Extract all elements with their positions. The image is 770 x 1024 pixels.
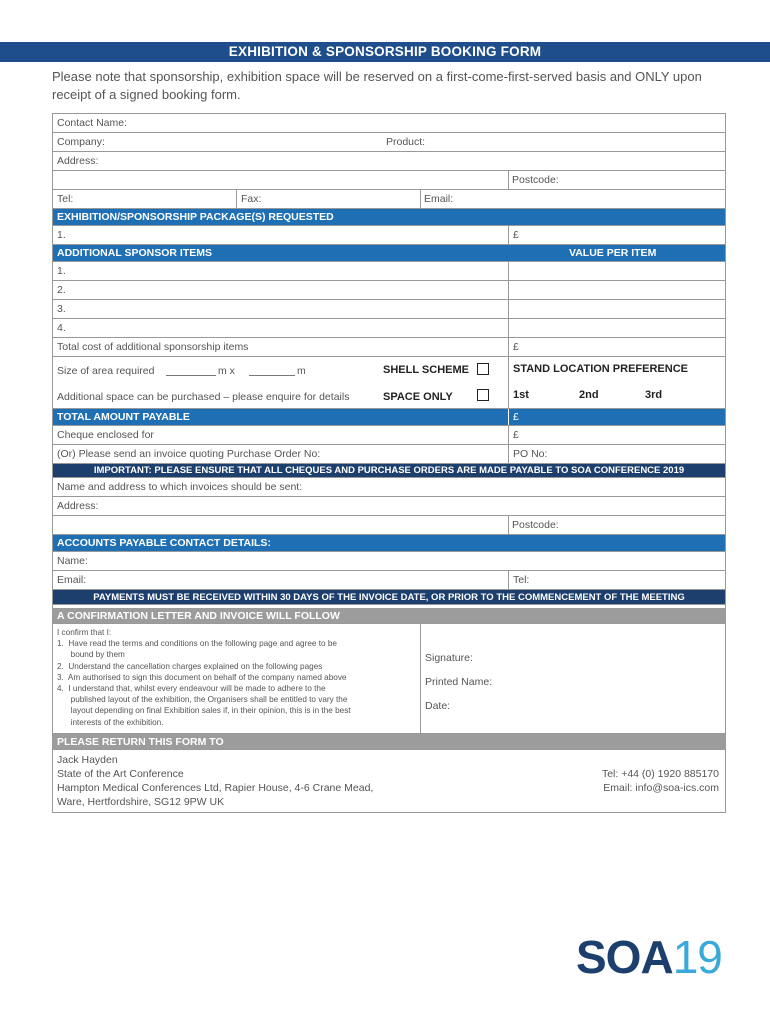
additional-space-text: Additional space can be purchased – please enquire for details	[57, 391, 350, 403]
package-header-text: EXHIBITION/SPONSORSHIP PACKAGE(S) REQUESTED	[57, 211, 334, 223]
date-field[interactable]: Date:	[425, 700, 451, 712]
intro-text: Please note that sponsorship, exhibition space will be reserved on a first-come-first-served basis and ONLY upon receipt of a signed booking form.	[52, 69, 702, 102]
return-line: Hampton Medical Conferences Ltd, Rapier House, 4-6 Crane Mead,	[57, 782, 374, 794]
return-section	[53, 750, 725, 813]
postcode-label: Postcode:	[512, 174, 559, 186]
additional-item-number: 1.	[57, 265, 66, 277]
return-header	[53, 734, 725, 750]
confirmation-header	[53, 608, 725, 624]
signature-field[interactable]: Signature:	[425, 652, 473, 664]
postcode-row	[53, 171, 725, 190]
pref-3rd[interactable]: 3rd	[645, 389, 663, 401]
package-item-row[interactable]	[53, 226, 725, 245]
tel-fax-email-row	[53, 190, 725, 209]
address-label: Address:	[57, 155, 99, 167]
confirmation-point: 1. Have read the terms and conditions on the following page and agree to be	[57, 639, 337, 649]
return-address	[57, 753, 373, 809]
fax-label: Fax:	[241, 193, 262, 205]
address-row[interactable]	[53, 152, 725, 171]
invoice-po-label: (Or) Please send an invoice quoting Purchase Order No:	[57, 448, 321, 460]
additional-header	[53, 245, 725, 262]
important-notice-text: IMPORTANT: PLEASE ENSURE THAT ALL CHEQUES AND PURCHASE ORDERS ARE MADE PAYABLE TO SOA CONFERENCE 2019	[93, 465, 685, 476]
additional-total-row	[53, 338, 725, 357]
stand-location-label: STAND LOCATION PREFERENCE	[513, 363, 688, 375]
confirmation-point: 2. Understand the cancellation charges explained on the following pages	[57, 661, 323, 671]
booking-form	[52, 113, 726, 813]
return-line: Ware, Hertfordshire, SG12 9PW UK	[57, 796, 225, 808]
confirmation-point: interests of the exhibition.	[57, 717, 164, 727]
contact-name-row[interactable]	[53, 114, 725, 133]
confirmation-point: 3. Am authorised to sign this document on behalf of the company named above	[57, 672, 347, 682]
printed-name-field[interactable]: Printed Name:	[425, 676, 493, 688]
accounts-header	[53, 535, 725, 552]
confirmation-list	[57, 627, 407, 728]
size-area-label: Size of area required	[57, 365, 155, 377]
space-only-checkbox[interactable]	[477, 389, 489, 401]
shell-scheme-checkbox[interactable]	[477, 363, 489, 375]
confirmation-section	[53, 624, 725, 734]
po-number-label: PO No:	[513, 448, 548, 460]
email-label: Email:	[424, 193, 454, 205]
size-m2: m	[297, 365, 306, 377]
return-email[interactable]: Email: info@soa-ics.com	[603, 782, 719, 794]
cheque-currency: £	[513, 429, 519, 441]
cheque-row[interactable]	[53, 426, 725, 445]
company-label: Company:	[57, 136, 105, 148]
pref-1st[interactable]: 1st	[513, 389, 529, 401]
company-row	[53, 133, 725, 152]
form-title: EXHIBITION & SPONSORSHIP BOOKING FORM	[0, 42, 770, 62]
additional-item-number: 3.	[57, 303, 66, 315]
space-section	[53, 357, 725, 409]
accounts-email-label: Email:	[57, 574, 87, 586]
contact-name-label: Contact Name:	[57, 117, 128, 129]
size-width-field[interactable]	[166, 363, 216, 376]
shell-scheme-label: SHELL SCHEME	[383, 364, 469, 376]
accounts-email-row	[53, 571, 725, 590]
confirmation-point: published layout of the exhibition, the Organisers shall be entitled to vary the	[57, 695, 348, 705]
return-line: State of the Art Conference	[57, 768, 184, 780]
additional-item-row[interactable]	[53, 281, 725, 300]
package-item-number: 1.	[57, 229, 66, 241]
tel-label: Tel:	[57, 193, 74, 205]
package-currency: £	[513, 229, 519, 241]
package-header	[53, 209, 725, 226]
logo-number: 19	[672, 931, 722, 983]
space-only-label: SPACE ONLY	[383, 391, 453, 403]
confirmation-point: layout depending on final Exhibition sales if, in their opinion, this is in the best	[57, 706, 351, 716]
soa19-logo	[576, 930, 722, 984]
invoice-name-label: Name and address to which invoices should be sent:	[57, 481, 303, 493]
confirmation-point: 4. I understand that, whilst every endeavour will be made to adhere to the	[57, 684, 326, 694]
invoice-address-row[interactable]	[53, 497, 725, 516]
accounts-name-row[interactable]	[53, 552, 725, 571]
additional-header-text: ADDITIONAL SPONSOR ITEMS	[57, 247, 212, 259]
accounts-tel-label: Tel:	[513, 574, 530, 586]
size-depth-field[interactable]	[249, 363, 295, 376]
value-per-item-header: VALUE PER ITEM	[569, 247, 657, 259]
additional-item-row[interactable]	[53, 319, 725, 338]
product-label: Product:	[386, 136, 426, 148]
additional-item-row[interactable]	[53, 262, 725, 281]
total-payable-row	[53, 409, 725, 426]
invoice-postcode-row	[53, 516, 725, 535]
payment-notice	[53, 590, 725, 605]
payment-notice-text: PAYMENTS MUST BE RECEIVED WITHIN 30 DAYS OF THE INVOICE DATE, OR PRIOR TO THE COMMENCEMENT OF THE MEETING	[93, 592, 685, 603]
accounts-header-text: ACCOUNTS PAYABLE CONTACT DETAILS:	[57, 537, 271, 549]
invoice-postcode-label: Postcode:	[512, 519, 559, 531]
additional-total-currency: £	[513, 341, 519, 353]
confirmation-intro: I confirm that I:	[57, 628, 112, 637]
additional-item-number: 4.	[57, 322, 66, 334]
additional-item-number: 2.	[57, 284, 66, 296]
return-tel: Tel: +44 (0) 1920 885170	[601, 768, 719, 780]
cheque-label: Cheque enclosed for	[57, 429, 154, 441]
accounts-name-label: Name:	[57, 555, 88, 567]
important-notice	[53, 464, 725, 478]
confirmation-header-text: A CONFIRMATION LETTER AND INVOICE WILL FOLLOW	[57, 610, 340, 622]
total-payable-currency: £	[513, 411, 519, 423]
additional-item-row[interactable]	[53, 300, 725, 319]
pref-2nd[interactable]: 2nd	[579, 389, 599, 401]
total-payable-label: TOTAL AMOUNT PAYABLE	[57, 411, 190, 423]
size-m1: m x	[218, 365, 235, 377]
invoice-address-label: Address:	[57, 500, 99, 512]
confirmation-point: bound by them	[57, 650, 125, 660]
return-line: Jack Hayden	[57, 754, 118, 766]
logo-text: SOA	[576, 931, 673, 983]
invoice-name-row[interactable]	[53, 478, 725, 497]
return-header-text: PLEASE RETURN THIS FORM TO	[57, 736, 224, 748]
invoice-po-row[interactable]	[53, 445, 725, 464]
return-contact	[602, 767, 719, 795]
additional-total-label: Total cost of additional sponsorship items	[57, 341, 249, 353]
